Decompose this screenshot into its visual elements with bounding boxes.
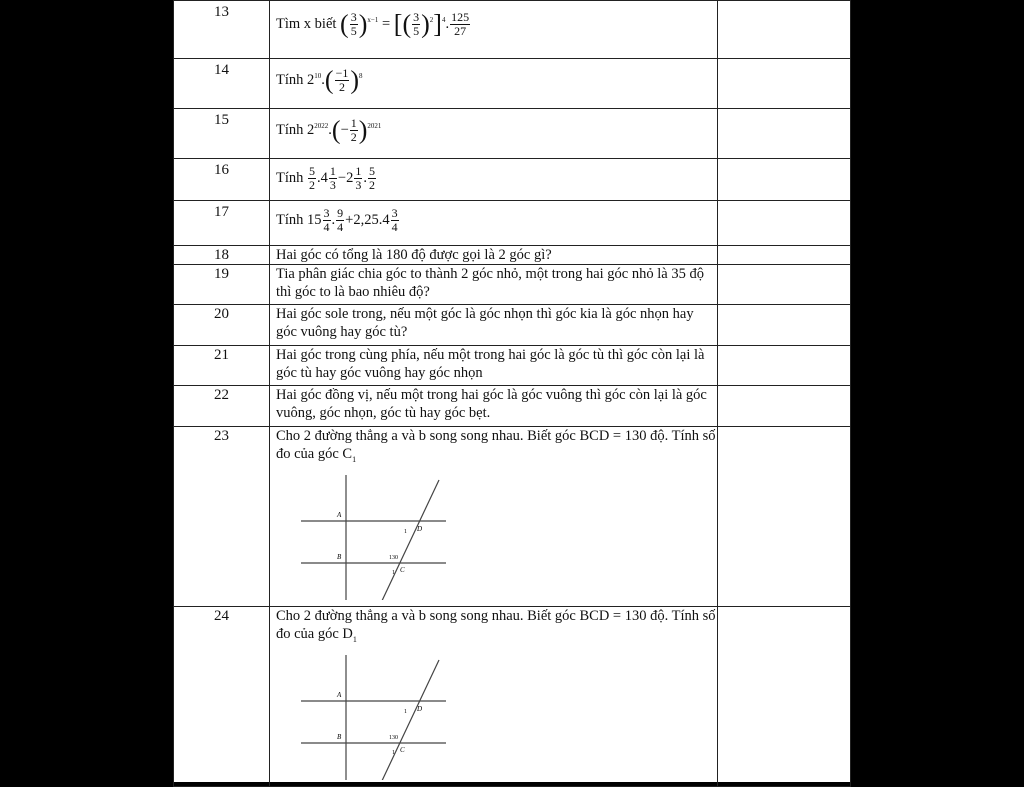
formula: ( $\frac{3}{5}$ )$^{x-1}$ = [( $\frac{3}{5}$ )$^2$]$^4$. $\frac{125}{27}$ [340, 9, 470, 39]
row-number: 14 [174, 59, 270, 109]
exercise-table [173, 0, 851, 787]
label-b: B [337, 552, 342, 561]
table-row [174, 305, 851, 346]
question-cell: Hai góc sole trong, nếu một góc là góc nhọn thì góc kia là góc nhọn hay góc vuông hay góc tù? [270, 305, 718, 346]
question-cell: Hai góc đồng vị, nếu một trong hai góc là góc vuông thì góc còn lại là góc vuông, góc nhọn, góc tù hay góc bẹt. [270, 386, 718, 427]
table-row [174, 265, 851, 305]
table-row [174, 59, 851, 109]
label-a: A [337, 690, 342, 699]
label-a: A [337, 510, 342, 519]
table-row [174, 159, 851, 201]
formula: $2^{2022}.(-$ $\frac{1}{2}$ )$^{2021}$ [307, 115, 382, 145]
question-cell: Tia phân giác chia góc to thành 2 góc nhỏ, một trong hai góc nhỏ là 35 độ thì góc to là bao nhiêu độ? [270, 265, 718, 305]
question-label: Tìm x biết [276, 15, 337, 32]
angle-label-1: 1 [404, 708, 407, 715]
angle-label-1: 1 [392, 569, 395, 576]
table-row [174, 346, 851, 386]
label-d: D [417, 704, 423, 713]
table-row [174, 386, 851, 427]
document-page [173, 0, 850, 782]
formula: $\frac{5}{2}$ .4 $\frac{1}{3}$ −2 $\frac{1}{3}$ . $\frac{5}{2}$ [309, 164, 375, 192]
label-b: B [337, 732, 342, 741]
table-row [174, 427, 851, 607]
row-number: 20 [174, 305, 270, 346]
question-cell: Cho 2 đường thẳng a và b song song nhau. Biết góc BCD = 130 độ. Tính số đo của góc $D_1$ A B D 1 130 1 C [270, 607, 718, 787]
question-cell: Tính 15 $\frac{3}{4}$ . $\frac{9}{4}$ +2,25.4 $\frac{3}{4}$ [270, 201, 718, 246]
table-row [174, 201, 851, 246]
question-cell [270, 1, 718, 59]
angle-label-1: 1 [392, 749, 395, 756]
angle-130: 130 [389, 734, 398, 741]
parallel-lines-figure [276, 655, 446, 780]
row-number: 24 [174, 607, 270, 787]
label-d: D [417, 524, 423, 533]
question-cell: Tính $2^{10}$.( $\frac{-1}{2}$ )$^8$ [270, 59, 718, 109]
parallel-lines-figure [276, 475, 446, 600]
table-row [174, 1, 851, 59]
table-row [174, 607, 851, 787]
question-cell: Tính $\frac{5}{2}$ .4 $\frac{1}{3}$ −2 $\frac{1}{3}$ . $\frac{5}{2}$ [270, 159, 718, 201]
table-row [174, 109, 851, 159]
label-c: C [400, 745, 405, 754]
formula: 15 $\frac{3}{4}$ . $\frac{9}{4}$ +2,25.4 $\frac{3}{4}$ [307, 206, 398, 234]
row-number: 22 [174, 386, 270, 427]
label-c: C [400, 565, 405, 574]
row-number: 17 [174, 201, 270, 246]
angle-label-1: 1 [404, 528, 407, 535]
row-number: 15 [174, 109, 270, 159]
angle-130: 130 [389, 554, 398, 561]
question-cell: Hai góc có tổng là 180 độ được gọi là 2 góc gì? [270, 246, 718, 265]
question-cell: Cho 2 đường thẳng a và b song song nhau. Biết góc BCD = 130 độ. Tính số đo của góc $C_1$ A B D 1 130 1 C [270, 427, 718, 607]
row-number: 23 [174, 427, 270, 607]
formula: $2^{10}$.( $\frac{-1}{2}$ )$^8$ [307, 65, 363, 95]
row-number: 21 [174, 346, 270, 386]
row-number: 16 [174, 159, 270, 201]
table-row [174, 246, 851, 265]
question-cell: Hai góc trong cùng phía, nếu một trong hai góc là góc tù thì góc còn lại là góc tù hay góc vuông hay góc nhọn [270, 346, 718, 386]
question-cell: Tính $2^{2022}.(-$ $\frac{1}{2}$ )$^{2021}$ [270, 109, 718, 159]
row-number: 19 [174, 265, 270, 305]
row-number: 18 [174, 246, 270, 265]
row-number: 13 [174, 1, 270, 59]
